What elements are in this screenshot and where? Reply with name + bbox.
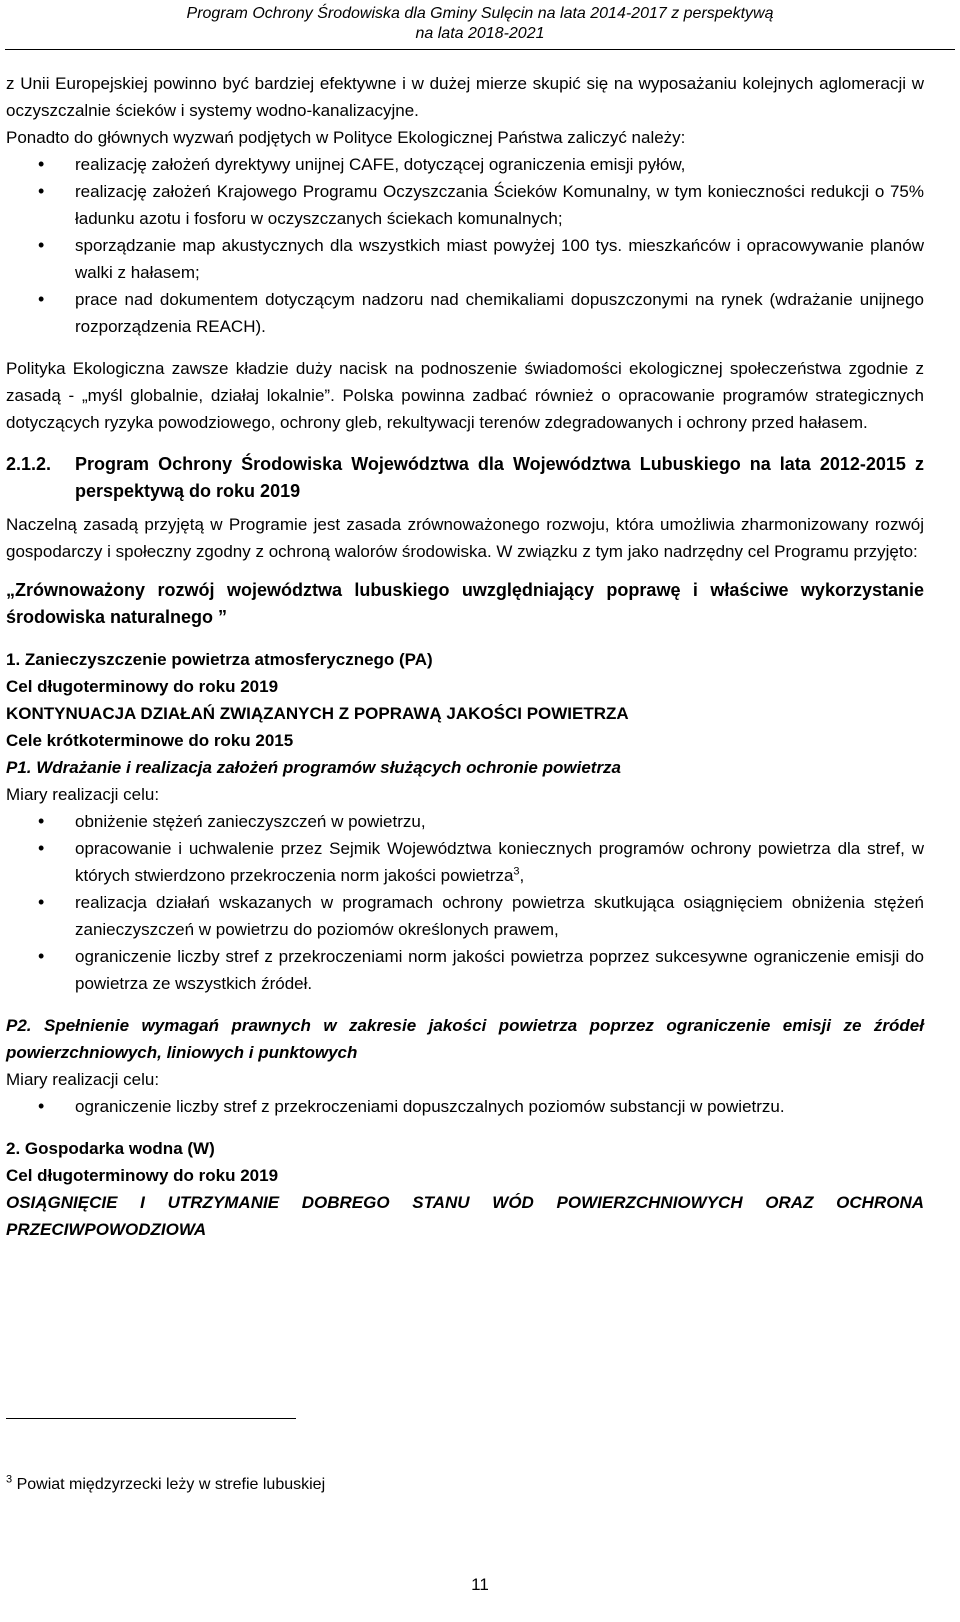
measures-label: Miary realizacji celu:	[6, 785, 160, 804]
section-heading	[6, 451, 924, 505]
list-item: • realizacja działań wskazanych w programach ochrony powietrza skutkująca osiągnięciem obniżenia stężeń zanieczyszczeń w powietrzu do poziomów określonych prawem,	[6, 889, 924, 943]
list-item: • ograniczenie liczby stref z przekroczeniami dopuszczalnych poziomów substancji w powietrzu.	[6, 1093, 924, 1120]
intro-paragraph-2: Ponadto do głównych wyzwań podjętych w Polityce Ekologicznej Państwa zaliczyć należy:	[6, 128, 686, 147]
list-item: • obniżenie stężeń zanieczyszczeń w powietrzu,	[6, 808, 924, 835]
list-item: • realizację założeń Krajowego Programu Oczyszczania Ścieków Komunalny, w tym konieczności redukcji o 75% ładunku azotu i fosforu w oczyszczanych ściekach komunalnych;	[6, 178, 924, 232]
area-1-short-goal-label: Cele krótkoterminowe do roku 2015	[6, 731, 294, 750]
document-body	[6, 70, 924, 1243]
main-goal-quote: „Zrównoważony rozwój województwa lubuskiego uwzględniający poprawę i właściwe wykorzystanie środowiska naturalnego ”	[6, 580, 924, 627]
challenges-list	[6, 151, 924, 340]
priority-2-title: P2. Spełnienie wymagań prawnych w zakresie jakości powietrza poprzez ograniczenie emisji ze źródeł powierzchniowych, liniowych i punktowych	[6, 1016, 924, 1062]
measures-label: Miary realizacji celu:	[6, 1070, 160, 1089]
footnote-divider	[6, 1418, 296, 1419]
page-header	[0, 4, 960, 44]
intro-paragraph-3: Polityka Ekologiczna zawsze kładzie duży nacisk na podnoszenie świadomości ekologicznej społeczeństwa zgodnie z zasadą - „myśl globalnie, działaj lokalnie”. Polska powinna zadbać również o opracowanie programów strategicznych dotyczących ryzyka powodziowego, ochrony gleb, rekultywacji terenów zdegradowanych i ochrony przed hałasem.	[6, 359, 924, 432]
header-divider	[5, 49, 955, 50]
footnote-reference: 3	[513, 865, 520, 878]
list-item: • sporządzanie map akustycznych dla wszystkich miast powyżej 100 tys. mieszkańców i opracowywanie planów walki z hałasem;	[6, 232, 924, 286]
area-1-long-goal-label: Cel długoterminowy do roku 2019	[6, 677, 279, 696]
footnote-text: Powiat międzyrzecki leży w strefie lubuskiej	[12, 1476, 326, 1493]
priority-2-measures	[6, 1093, 924, 1120]
header-line-1: Program Ochrony Środowiska dla Gminy Sulęcin na lata 2014-2017 z perspektywą	[186, 5, 774, 22]
priority-1-title: P1. Wdrażanie i realizacja założeń programów służących ochronie powietrza	[6, 758, 622, 777]
area-1-title: 1. Zanieczyszczenie powietrza atmosferycznego (PA)	[6, 650, 433, 669]
footnote	[6, 1474, 325, 1496]
area-2-title: 2. Gospodarka wodna (W)	[6, 1139, 215, 1158]
priority-1-measures	[6, 808, 924, 997]
list-item: • opracowanie i uchwalenie przez Sejmik Województwa koniecznych programów ochrony powietrza dla stref, w których stwierdzono przekroczenia norm jakości powietrza$^3$,	[6, 835, 924, 889]
footnote-mark: 3	[6, 1473, 13, 1486]
list-item: • realizację założeń dyrektywy unijnej CAFE, dotyczącej ograniczenia emisji pyłów,	[6, 151, 924, 178]
header-line-2: na lata 2018-2021	[415, 25, 545, 42]
list-item: • ograniczenie liczby stref z przekroczeniami norm jakości powietrza poprzez sukcesywne ograniczenie emisji do powietrza ze wszystkich źródeł.	[6, 943, 924, 997]
area-2-long-goal-label: Cel długoterminowy do roku 2019	[6, 1166, 279, 1185]
area-1-long-goal: KONTYNUACJA DZIAŁAŃ ZWIĄZANYCH Z POPRAWĄ JAKOŚCI POWIETRZA	[6, 704, 629, 723]
page-number: 11	[471, 1575, 489, 1594]
section-number: 2.1.2.	[6, 454, 52, 474]
area-2-long-goal: OSIĄGNIĘCIE I UTRZYMANIE DOBREGO STANU WÓD POWIERZCHNIOWYCH ORAZ OCHRONA PRZECIWPOWODZIOWA	[6, 1193, 924, 1239]
section-paragraph: Naczelną zasadą przyjętą w Programie jest zasada zrównoważonego rozwoju, która umożliwia zharmonizowany rozwój gospodarczy i społeczny zgodny z ochroną walorów środowiska. W związku z tym jako nadrzędny cel Programu przyjęto:	[6, 515, 924, 561]
section-title: Program Ochrony Środowiska Województwa dla Województwa Lubuskiego na lata 2012-2015 z perspektywą do roku 2019	[75, 454, 924, 501]
list-item: • prace nad dokumentem dotyczącym nadzoru nad chemikaliami dopuszczonymi na rynek (wdrażanie unijnego rozporządzenia REACH).	[6, 286, 924, 340]
intro-paragraph-1: z Unii Europejskiej powinno być bardziej efektywne i w dużej mierze skupić się na wyposażaniu kolejnych aglomeracji w oczyszczalnie ścieków i systemy wodno-kanalizacyjne.	[6, 74, 924, 120]
